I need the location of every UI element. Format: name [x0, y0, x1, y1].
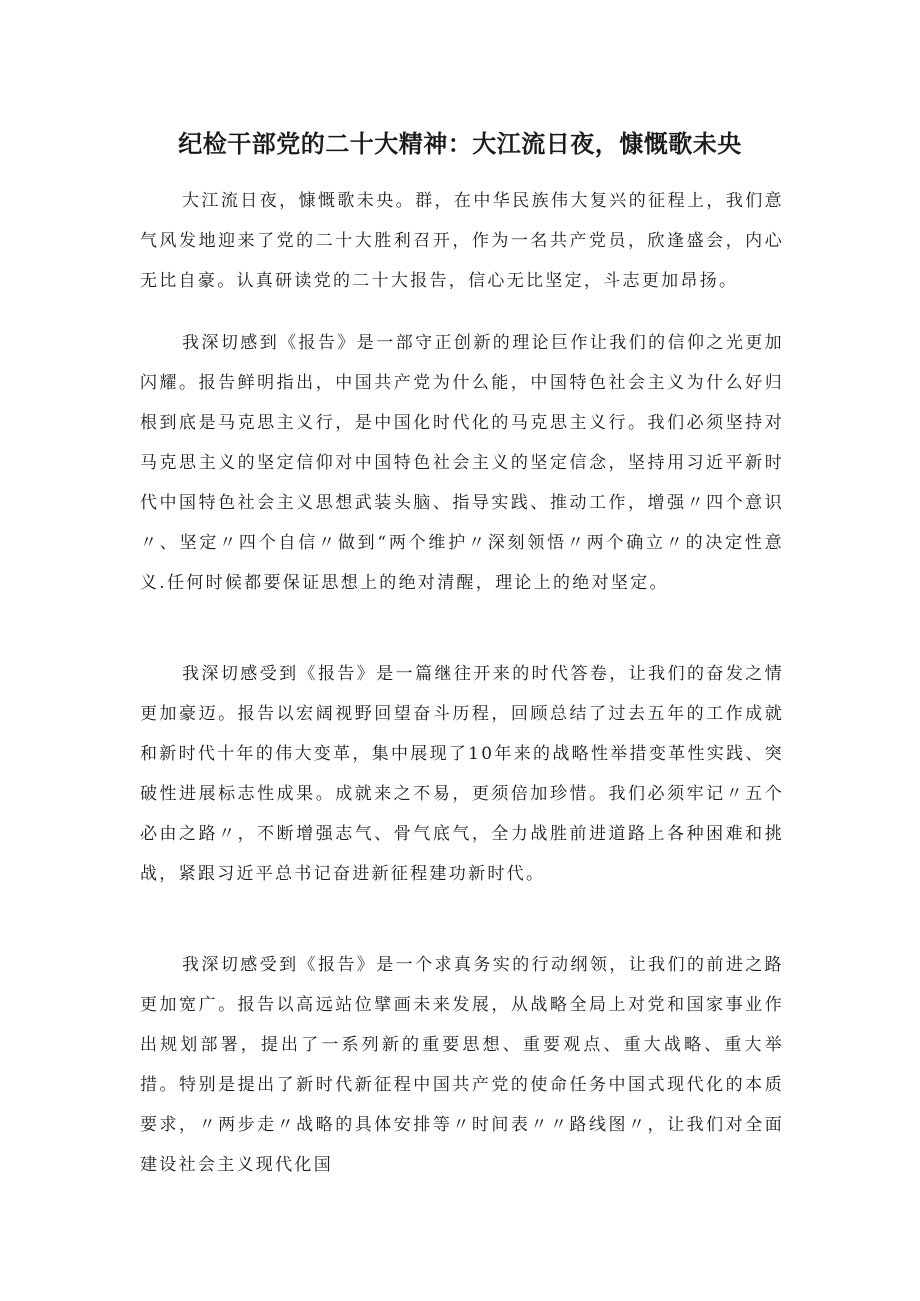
- paragraph-1: 大江流日夜，慷慨歌未央。群，在中华民族伟大复兴的征程上，我们意气风发地迎来了党的二十大胜利召开，作为一名共产党员，欣逢盛会，内心无比自豪。认真研读党的二十大报告，信心无比坚定，斗志更加昂扬。: [140, 191, 784, 291]
- paragraph-2: 我深切感到《报告》是一部守正创新的理论巨作让我们的信仰之光更加闪耀。报告鲜明指出，中国共产党为什么能，中国特色社会主义为什么好归根到底是马克思主义行，是中国化时代化的马克思主义行。我们必须坚持对马克思主义的坚定信仰对中国特色社会主义的坚定信念，坚持用习近平新时代中国特色社会主义思想武装头脑、指导实践、推动工作，增强〃四个意识〃、坚定〃四个自信〃做到“两个维护〃深刻领悟〃两个确立〃的决定性意义.任何时候都要保证思想上的绝对清醒，理论上的绝对坚定。: [140, 333, 784, 593]
- paragraph-3: 我深切感受到《报告》是一篇继往开来的时代答卷，让我们的奋发之情更加豪迈。报告以宏阔视野回望奋斗历程，回顾总结了过去五年的工作成就和新时代十年的伟大变革，集中展现了10年来的战略性举措变革性实践、突破性进展标志性成果。成就来之不易，更须倍加珍惜。我们必须牢记〃五个必由之路〃，不断增强志气、骨气底气，全力战胜前进道路上各种困难和挑战，紧跟习近平总书记奋进新征程建功新时代。: [140, 664, 784, 884]
- document-title: 纪检干部党的二十大精神：大江流日夜，慷慨歌未央: [178, 130, 742, 158]
- paragraph-4: 我深切感受到《报告》是一个求真务实的行动纲领，让我们的前进之路更加宽广。报告以高远站位擘画未来发展，从战略全局上对党和国家事业作出规划部署，提出了一系列新的重要思想、重要观点、重大战略、重大举措。特别是提出了新时代新征程中国共产党的使命任务中国式现代化的本质要求，〃两步走〃战略的具体安排等〃时间表〃〃路线图〃，让我们对全面建设社会主义现代化国: [140, 955, 784, 1175]
